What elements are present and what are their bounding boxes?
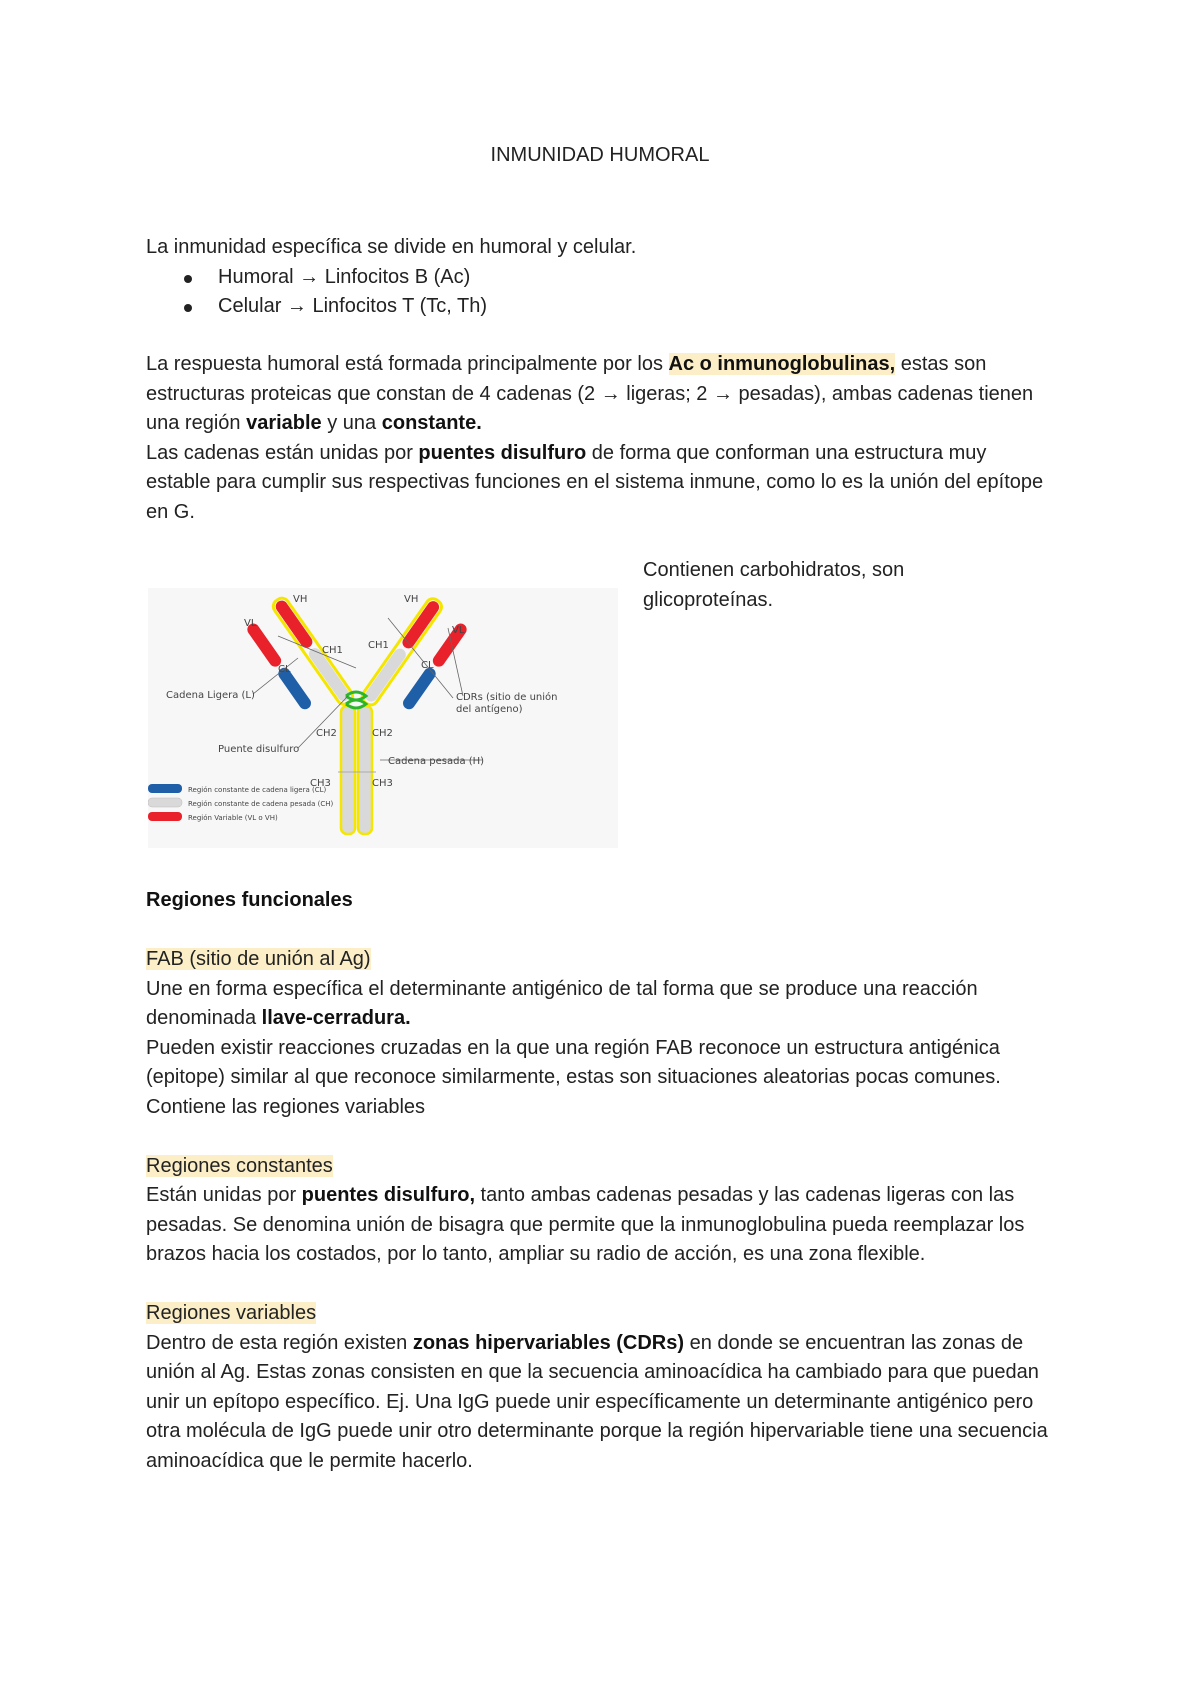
section-title: Regiones funcionales xyxy=(146,889,353,911)
side-note xyxy=(643,556,943,615)
text: estas son estructuras proteicas que constan de 4 cadenas (2 → ligeras; 2 → pesadas), ambas cadenas tienen una región xyxy=(146,353,1034,434)
side-note-line: Contienen carbohidratos, son xyxy=(643,559,905,581)
bold-constante: constante. xyxy=(381,412,482,434)
label-cdrs-1: CDRs (sitio de unión xyxy=(456,692,558,703)
constant-heading: Regiones constantes xyxy=(146,1154,333,1177)
bold-puentes: puentes disulfuro xyxy=(418,441,587,464)
bold-cdrs: zonas hipervariables (CDRs) xyxy=(412,1331,685,1354)
variable-paragraph xyxy=(146,1329,1056,1477)
label-heavy-chain: Cadena pesada (H) xyxy=(388,756,485,767)
list-item: Celular → Linfocitos T (Tc, Th) xyxy=(184,292,1056,322)
text: Están unidas por xyxy=(146,1184,302,1206)
fab-paragraph xyxy=(146,975,1056,1034)
text: en donde se encuentran las zonas de unión al Ag. Estas zonas consisten en que la secuencia aminoacídica ha cambiado para que puedan unir un epítopo específico. Ej. Una IgG puede unir específicamente un determinante antigénico pero otra molécula de IgG puede unir otro determinante porque la región hipervariable tiene una secuencia aminoacídica que le permite hacerlo. xyxy=(146,1331,1048,1472)
functional-regions xyxy=(146,886,1056,1476)
antibody-figure xyxy=(148,588,618,848)
antibody-diagram xyxy=(148,588,618,848)
intro-bullet-list xyxy=(146,263,1056,322)
text: Las cadenas están unidas por xyxy=(146,441,419,464)
bold-puentes: puentes disulfuro, xyxy=(301,1184,475,1206)
intro-line: La inmunidad específica se divide en humoral y celular. xyxy=(146,236,637,258)
label-ch3-right: CH3 xyxy=(372,778,393,789)
legend-label: Región Variable (VL o VH) xyxy=(188,814,278,822)
label-vl-left: VL xyxy=(244,618,257,629)
label-disulfide: Puente disulfuro xyxy=(218,744,300,755)
paragraph-antibodies xyxy=(146,350,1056,527)
legend-swatch-variable xyxy=(148,812,182,821)
text: de forma que conforman una estructura muy estable para cumplir sus respectivas funciones en el sistema inmune, como lo es la unión del epítope en G. xyxy=(146,441,1044,523)
label-light-chain: Cadena Ligera (L) xyxy=(166,690,255,701)
label-cl-left: CL xyxy=(278,664,291,675)
label-vh-right: VH xyxy=(404,594,419,605)
heavy-stem-right xyxy=(358,706,372,834)
intro-section xyxy=(146,233,1056,322)
side-note-line: glicoproteínas. xyxy=(643,588,774,611)
label-cl-right: CL xyxy=(421,660,434,671)
fab-paragraph-3: Contiene las regiones variables xyxy=(146,1095,426,1118)
page-title: INMUNIDAD HUMORAL xyxy=(490,144,710,166)
paragraph-disulfide xyxy=(146,439,1056,528)
label-vl-right: VL xyxy=(452,625,465,636)
text: tanto ambas cadenas pesadas y las cadenas ligeras con las pesadas. Se denomina unión de bisagra que permite que la inmunoglobulina pueda reemplazar los brazos hacia los costados, por lo tanto, ampliar su radio de acción, es una zona flexible. xyxy=(146,1184,1025,1265)
text: La respuesta humoral está formada principalmente por los xyxy=(146,353,669,375)
text: Dentro de esta región existen xyxy=(146,1331,413,1354)
fab-paragraph-2: Pueden existir reacciones cruzadas en la que una región FAB reconoce un estructura antigénica (epitope) similar al que reconoce similarmente, estas son situaciones aleatorias pocas comunes. xyxy=(146,1036,1001,1088)
bold-variable: variable xyxy=(246,412,322,434)
label-ch2-left: CH2 xyxy=(316,728,337,739)
legend-label: Región constante de cadena pesada (CH) xyxy=(188,800,334,808)
legend-swatch-light-const xyxy=(148,784,182,793)
label-ch2-right: CH2 xyxy=(372,728,393,739)
highlight-ac: Ac o inmunoglobulinas, xyxy=(668,353,896,375)
text: y una xyxy=(321,412,382,434)
label-cdrs-2: del antígeno) xyxy=(456,704,523,715)
legend-swatch-heavy-const xyxy=(148,798,182,807)
constant-paragraph xyxy=(146,1181,1056,1270)
text: Une en forma específica el determinante antigénico de tal forma que se produce una reacción denominada xyxy=(146,977,978,1029)
label-ch3-left: CH3 xyxy=(310,778,331,789)
bold-llave: llave-cerradura. xyxy=(261,1007,411,1029)
label-ch1-left: CH1 xyxy=(322,645,343,656)
label-vh-left: VH xyxy=(293,594,308,605)
figure-background xyxy=(148,588,618,848)
legend-label: Región constante de cadena ligera (CL) xyxy=(188,786,327,794)
fab-heading: FAB (sitio de unión al Ag) xyxy=(146,948,371,970)
list-item: Humoral → Linfocitos B (Ac) xyxy=(184,263,1056,293)
variable-heading: Regiones variables xyxy=(146,1302,317,1324)
heavy-stem-left xyxy=(341,706,355,834)
label-ch1-right: CH1 xyxy=(368,640,389,651)
